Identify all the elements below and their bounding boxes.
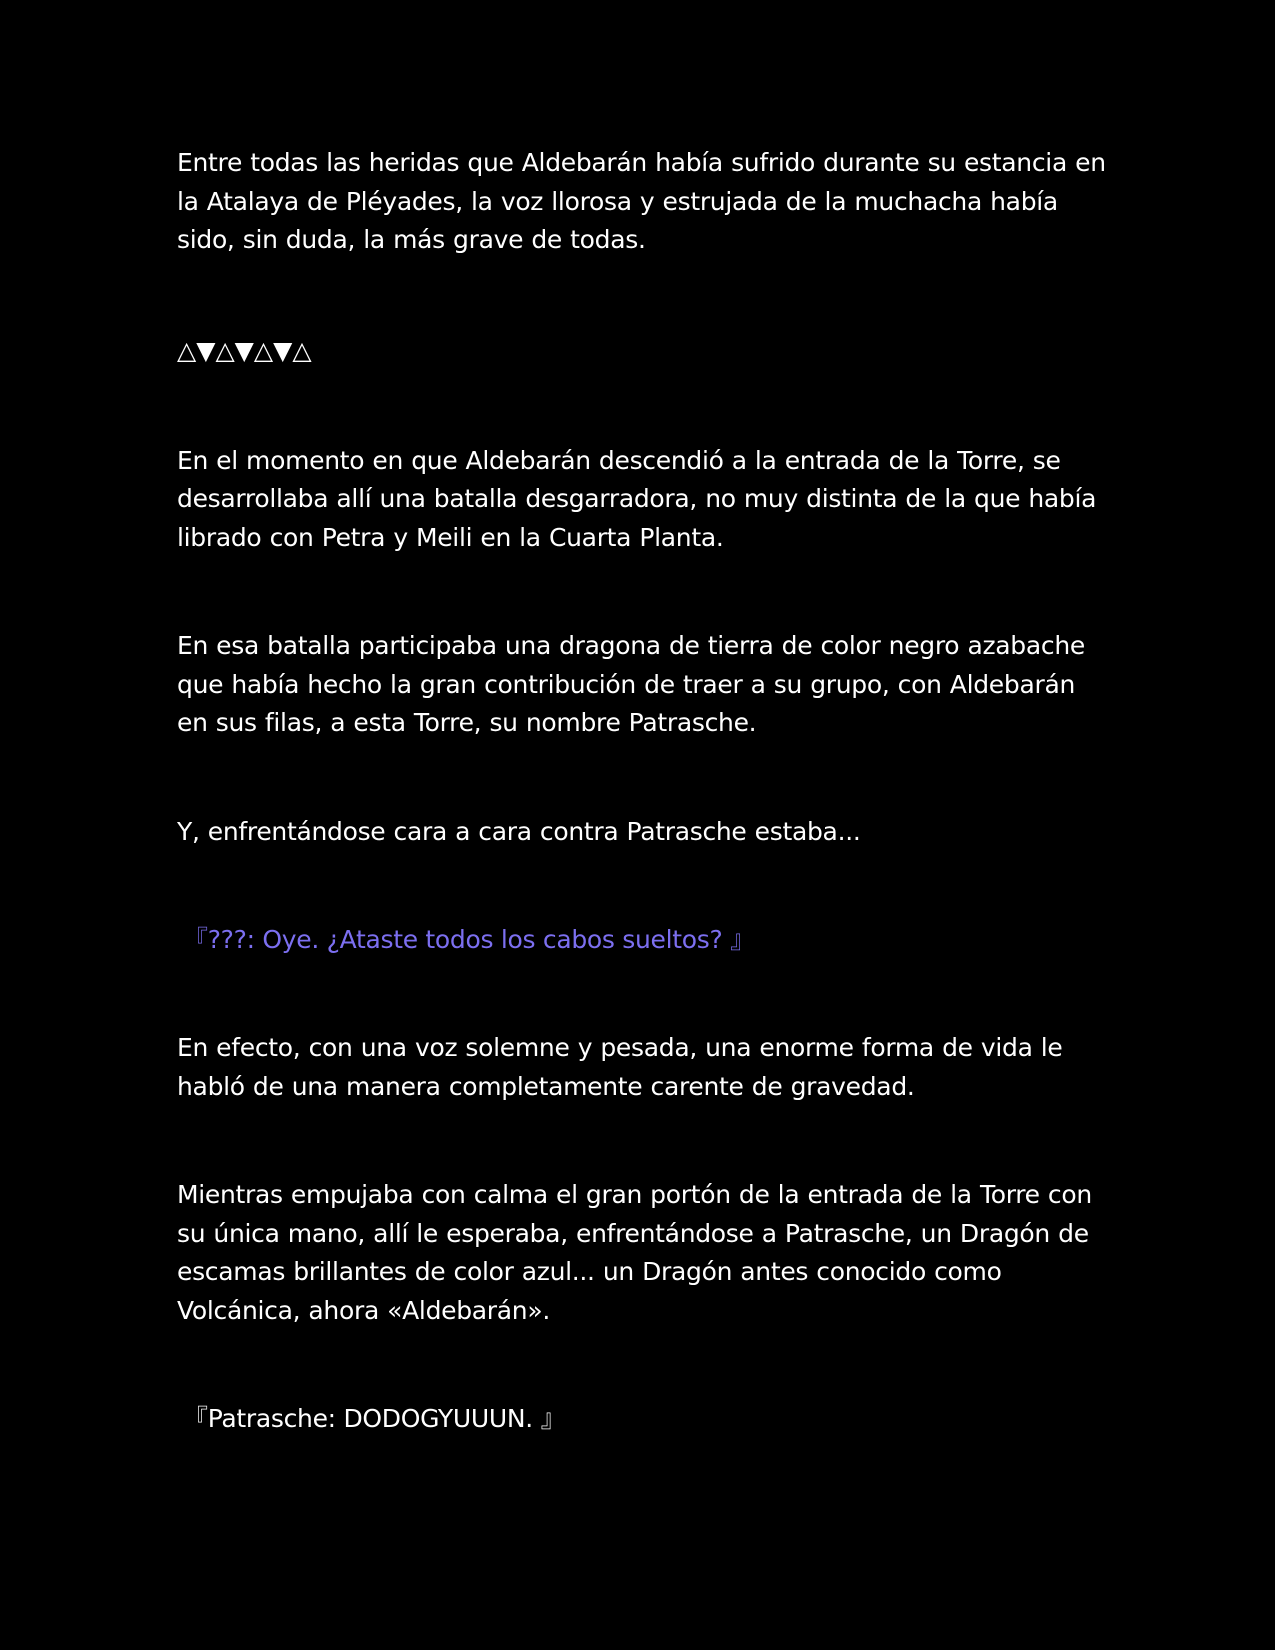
dialogue-unknown-speaker: 『???: Oye. ¿Ataste todos los cabos sueltos? 』 [183,925,755,954]
paragraph-face-to-face: Y, enfrentándose cara a cara contra Patrasche estaba... [177,816,861,846]
paragraph-patrasche: En esa batalla participaba una dragona de tierra de color negro azabache que había hecho la gran contribución de traer a su grupo, con Aldebarán en sus filas, a esta Torre, su nombre Patrasche. [177,631,1085,737]
paragraph-descent: En el momento en que Aldebarán descendió a la entrada de la Torre, se desarrollaba allí una batalla desgarradora, no muy distinta de la que había librado con Petra y Meili en la Cuarta Planta. [177,445,1097,552]
document-body [177,144,1107,1438]
paragraph-solemn-voice: En efecto, con una voz solemne y pesada, una enorme forma de vida le habló de una manera completamente carente de gravedad. [177,1033,1063,1101]
scene-separator: △▼△▼△▼△ [177,335,312,365]
paragraph-wounds: Entre todas las heridas que Aldebarán había sufrido durante su estancia en la Atalaya de Pléyades, la voz llorosa y estrujada de la muchacha había sido, sin duda, la más grave de todas. [177,148,1106,254]
paragraph-blue-dragon: Mientras empujaba con calma el gran portón de la entrada de la Torre con su única mano, allí le esperaba, enfrentándose a Patrasche, un Dragón de escamas brillantes de color azul... un Dragón antes conocido como Volcánica, ahora «Aldebarán». [177,1180,1092,1325]
dialogue-patrasche: 『Patrasche: DODOGYUUUN. 』 [183,1404,566,1433]
